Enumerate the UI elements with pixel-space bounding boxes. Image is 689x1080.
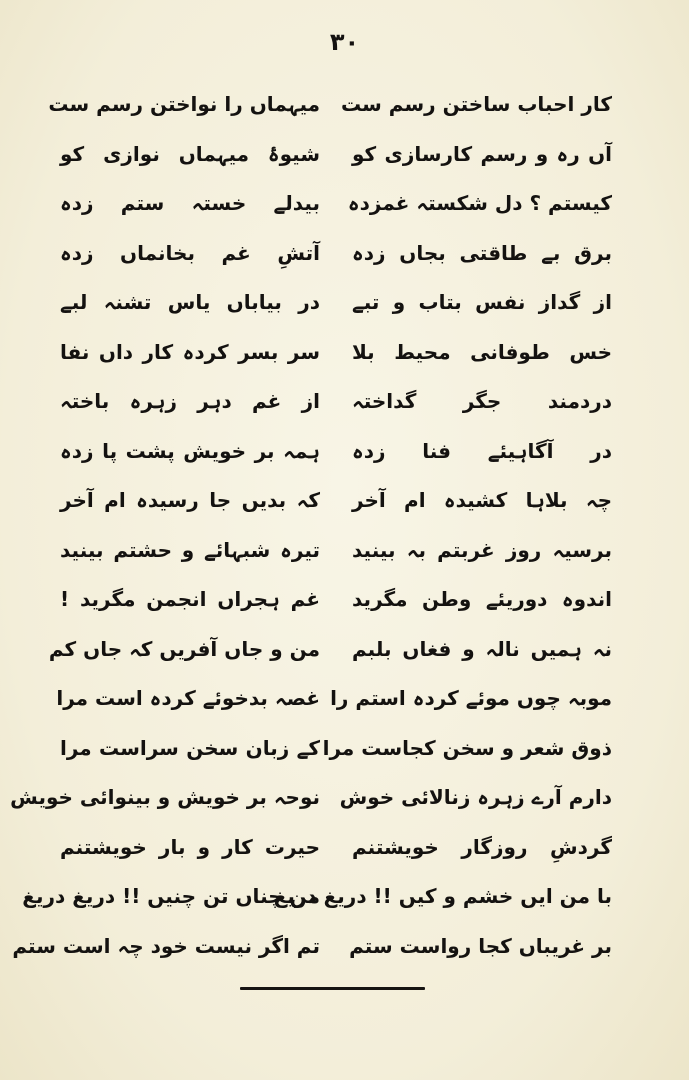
verse-line: در آگاہیئے فنا زدہ — [352, 438, 612, 463]
verse-line: ہمہ بر خویش پشت پا زدہ — [60, 438, 320, 463]
closing-rule-divider — [240, 987, 425, 990]
verse-line: اندوہ دوریئے وطن مگرید — [352, 587, 612, 611]
verse-line: برق بے طاقتی بجاں زدہ — [352, 240, 612, 265]
verse-line: تم اگر نیست خود چہ است ستم — [12, 933, 320, 958]
left-verse-column — [10, 80, 320, 971]
page-number: ۳۰ — [329, 28, 360, 56]
verse-line: سر بسر کردہ کار داں نفا — [60, 339, 320, 364]
verse-line: بیدلے خستہ ستم زدہ — [60, 191, 320, 215]
verse-line: موبہ چوں موئے کردہ استم را — [330, 686, 612, 710]
verse-line: بر غریباں کجا رواست ستم — [349, 933, 612, 958]
verse-line: شیوۂ میہماں نوازی کو — [60, 141, 320, 166]
right-verse-column — [273, 80, 612, 971]
verse-line: در بیاباں یاس تشنہ لبے — [60, 290, 320, 314]
verse-line: دارم آرے زہرہ زنالائی خوش — [339, 785, 612, 809]
verse-line: من و جاں آفریں کہ جاں کم — [48, 636, 320, 661]
verse-line: من چناں تن چنیں !! دریغ دریغ — [22, 884, 320, 908]
verse-line: از غم دہر زہرہ باختہ — [60, 389, 320, 413]
verse-line: گردشِ روزگار خویشتنم — [352, 834, 612, 859]
verse-line: میہماں را نواختن رسم ست — [48, 92, 320, 116]
verse-line: غصہ بدخوئے کردہ است مرا — [56, 686, 320, 710]
verse-line: آں رہ و رسم کارسازی کو — [352, 141, 612, 166]
verse-line: کار احباب ساختن رسم ست — [340, 92, 612, 116]
verse-line: از گداز نفس بتاب و تبے — [352, 290, 612, 314]
verse-line: خس طوفانی محیط بلا — [352, 339, 612, 364]
verse-line: نہ ہمیں نالہ و فغاں بلبم — [352, 636, 612, 661]
verse-line: غم ہجراں انجمن مگرید ! — [60, 587, 320, 611]
verse-line: کہ بدیں جا رسیدہ ام آخر — [60, 488, 320, 512]
verse-line: چہ بلاہا کشیدہ ام آخر — [352, 488, 612, 512]
verse-line: آتشِ غم بخانماں زدہ — [60, 240, 320, 265]
verse-line: برسیہ روز غربتم بہ بینید — [352, 537, 612, 562]
verse-line: دردمند جگر گداختہ — [352, 389, 612, 413]
verse-line: ذوق شعر و سخن کجاست مرا — [322, 735, 612, 760]
verse-line: نوحہ بر خویش و بینوائی خویش — [10, 785, 320, 809]
verse-line: حیرت کار و بار خویشتنم — [60, 834, 320, 859]
verse-line: با من ایں خشم و کیں !! دریغ دریغ — [273, 884, 612, 908]
verse-line: کے زبان سخن سراست مرا — [60, 735, 320, 760]
verse-line: کیستم ؟ دل شکستہ غمزدہ — [347, 191, 612, 215]
verse-line: تیرہ شبہائے و حشتم بینید — [60, 537, 320, 562]
